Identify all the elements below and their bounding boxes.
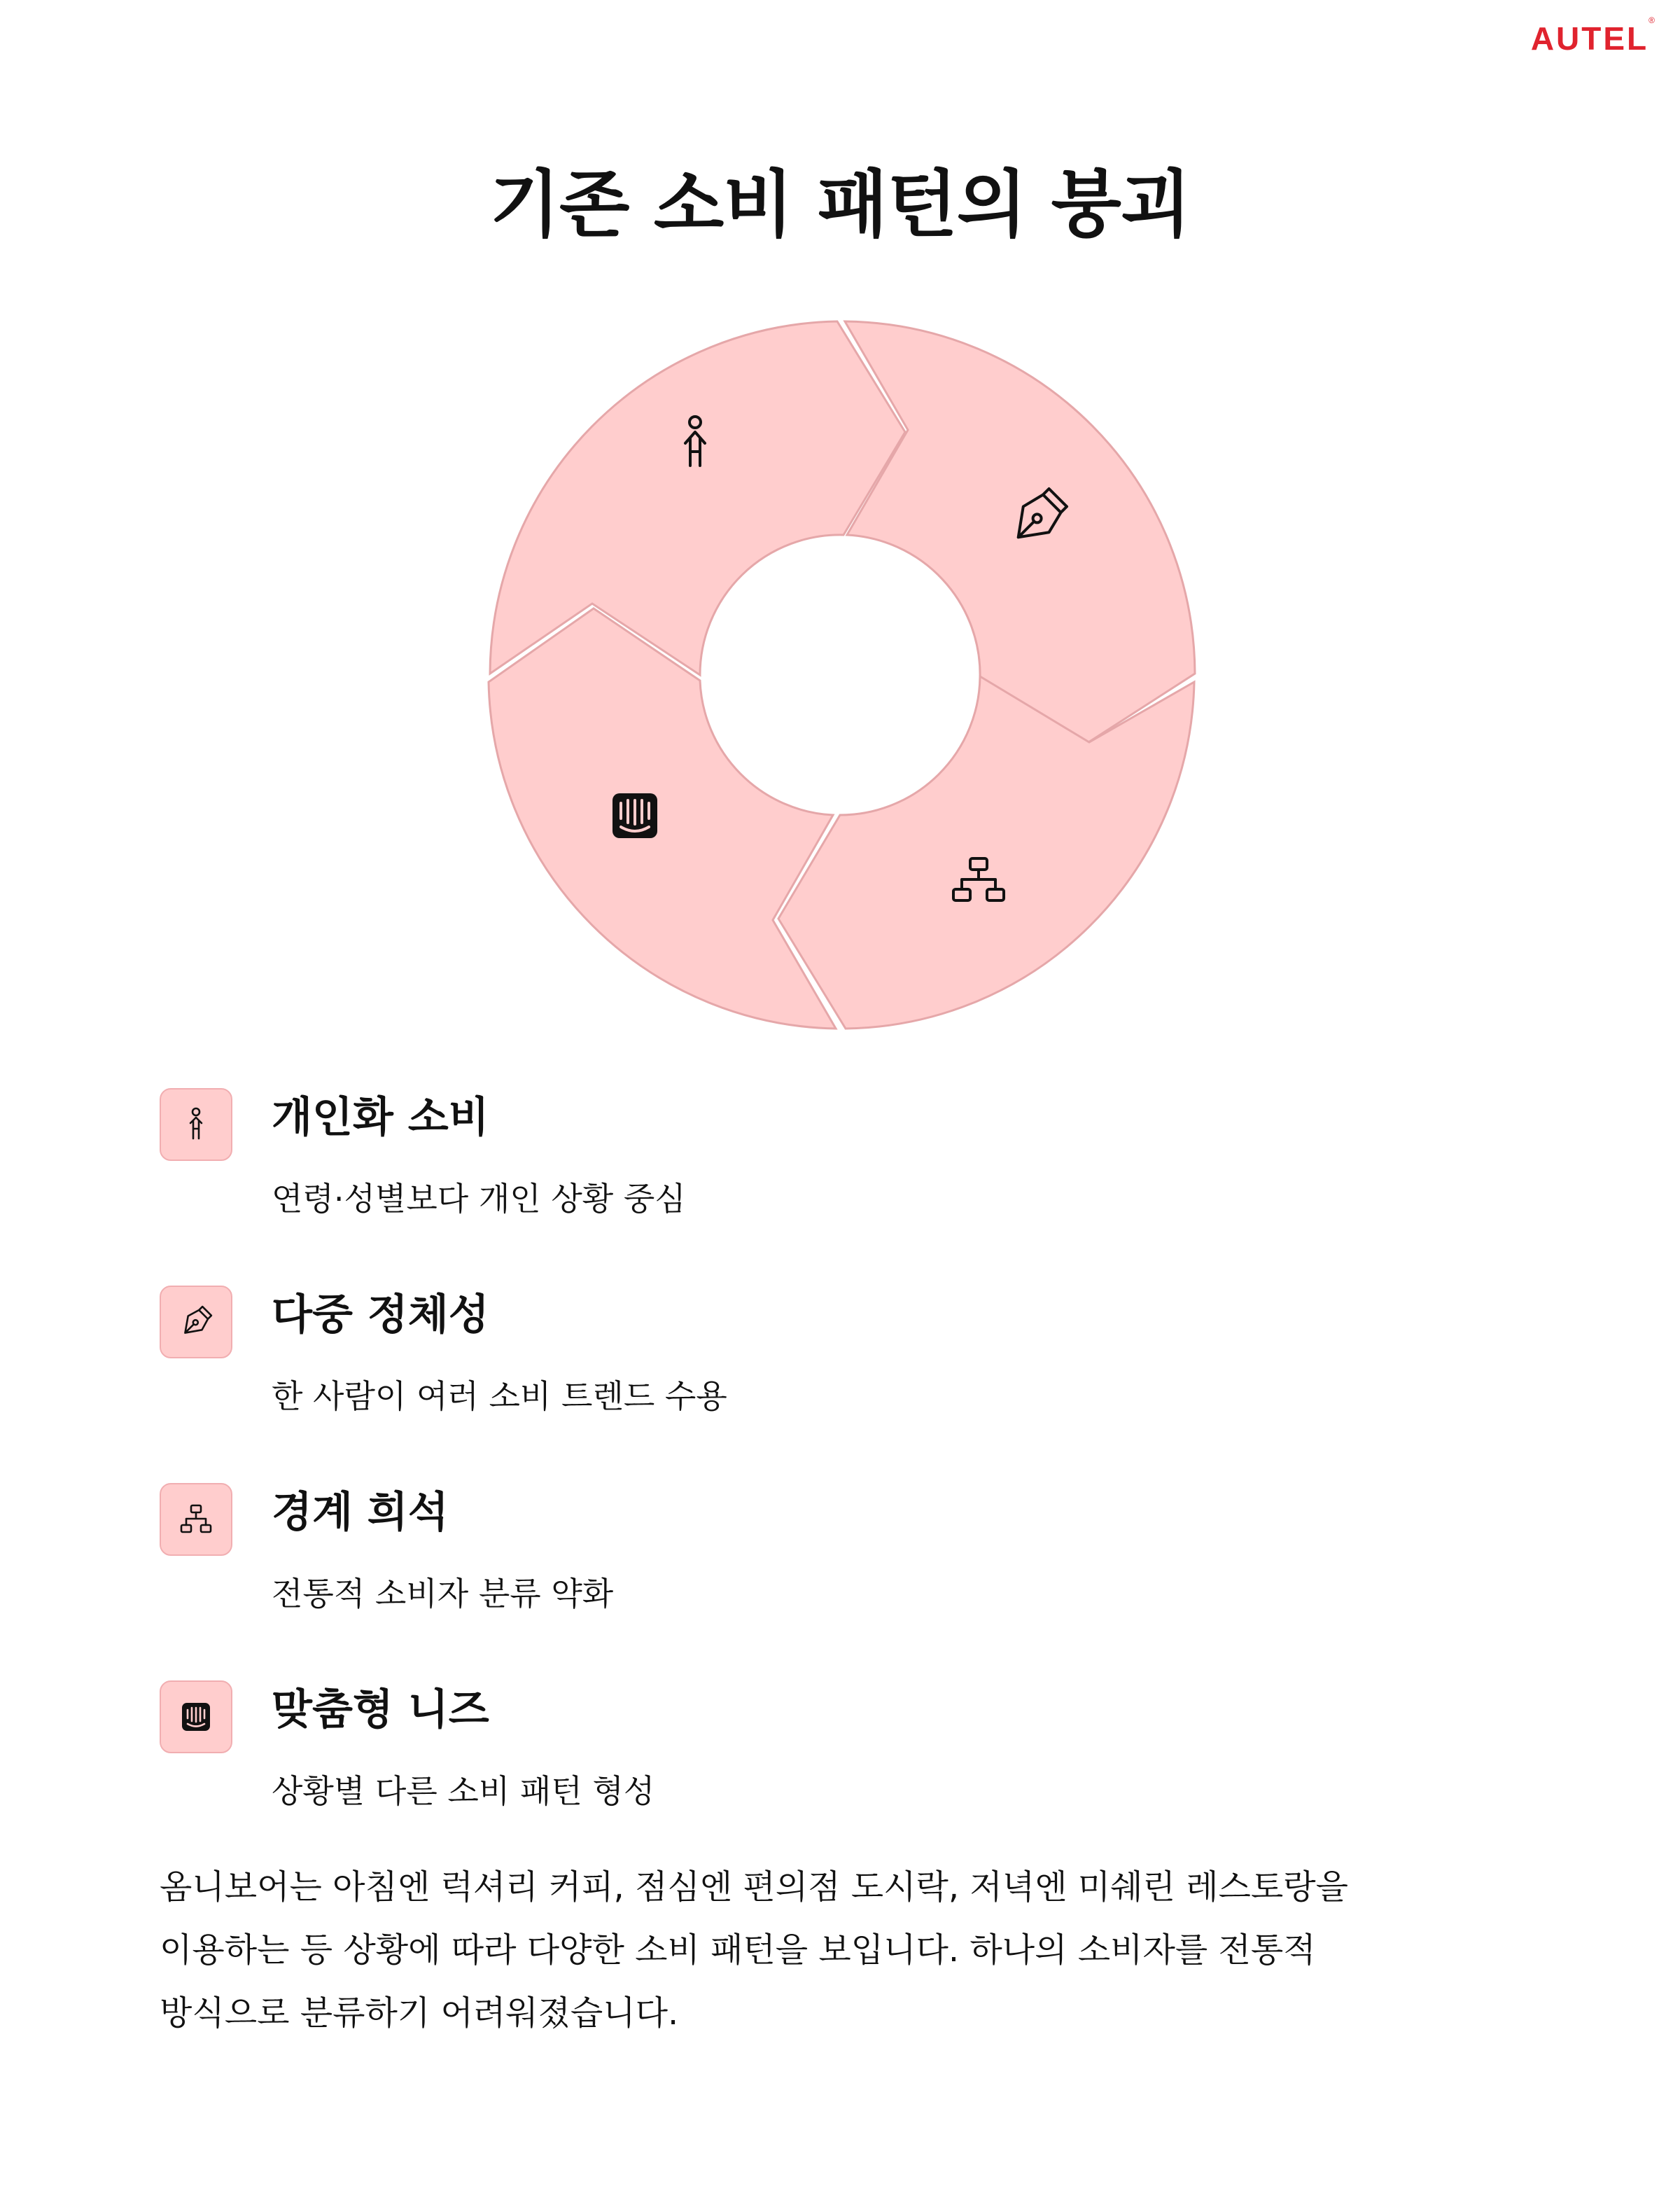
body-line: 방식으로 분류하기 어려워졌습니다.: [160, 1993, 679, 2033]
brand-logo-text: AUTEL: [1530, 20, 1649, 57]
feature-description: 연령·성별보다 개인 상황 중심: [272, 1180, 686, 1218]
person-icon: [160, 1088, 232, 1161]
body-line: 옴니보어는 아침엔 럭셔리 커피, 점심엔 편의점 도시락, 저녁엔 미쉐린 레스토랑을: [160, 1867, 1348, 1907]
body-paragraph: [160, 1856, 1490, 2045]
page-title: 기존 소비 패턴의 붕괴: [489, 162, 1191, 247]
feature-title: 개인화 소비: [272, 1093, 489, 1142]
wheel-segment-1: [490, 321, 905, 675]
cycle-wheel: [476, 311, 1204, 1039]
feature-title: 다중 정체성: [272, 1290, 489, 1339]
feature-personalized: [160, 1088, 1560, 1242]
feature-boundary-blur: [160, 1483, 1560, 1637]
feature-multi-identity: [160, 1286, 1560, 1440]
feature-description: 상황별 다른 소비 패턴 형성: [272, 1772, 655, 1810]
pen-nib-icon: [160, 1286, 232, 1358]
wheel-intercom-icon: [612, 793, 657, 838]
feature-title: 맞춤형 니즈: [272, 1685, 489, 1734]
feature-description: 전통적 소비자 분류 약화: [272, 1575, 614, 1613]
registered-mark: ®: [1648, 15, 1655, 25]
feature-custom-needs: [160, 1680, 1560, 1835]
brand-logo: [1530, 15, 1655, 57]
intercom-icon: [160, 1680, 232, 1753]
body-line: 이용하는 등 상황에 따라 다양한 소비 패턴을 보입니다. 하나의 소비자를 전통적: [160, 1930, 1316, 1970]
feature-title: 경계 희석: [272, 1488, 449, 1537]
feature-description: 한 사람이 여러 소비 트렌드 수용: [272, 1377, 727, 1415]
network-icon: [160, 1483, 232, 1556]
wheel-segment-3: [778, 676, 1194, 1029]
wheel-segment-4: [489, 608, 836, 1029]
